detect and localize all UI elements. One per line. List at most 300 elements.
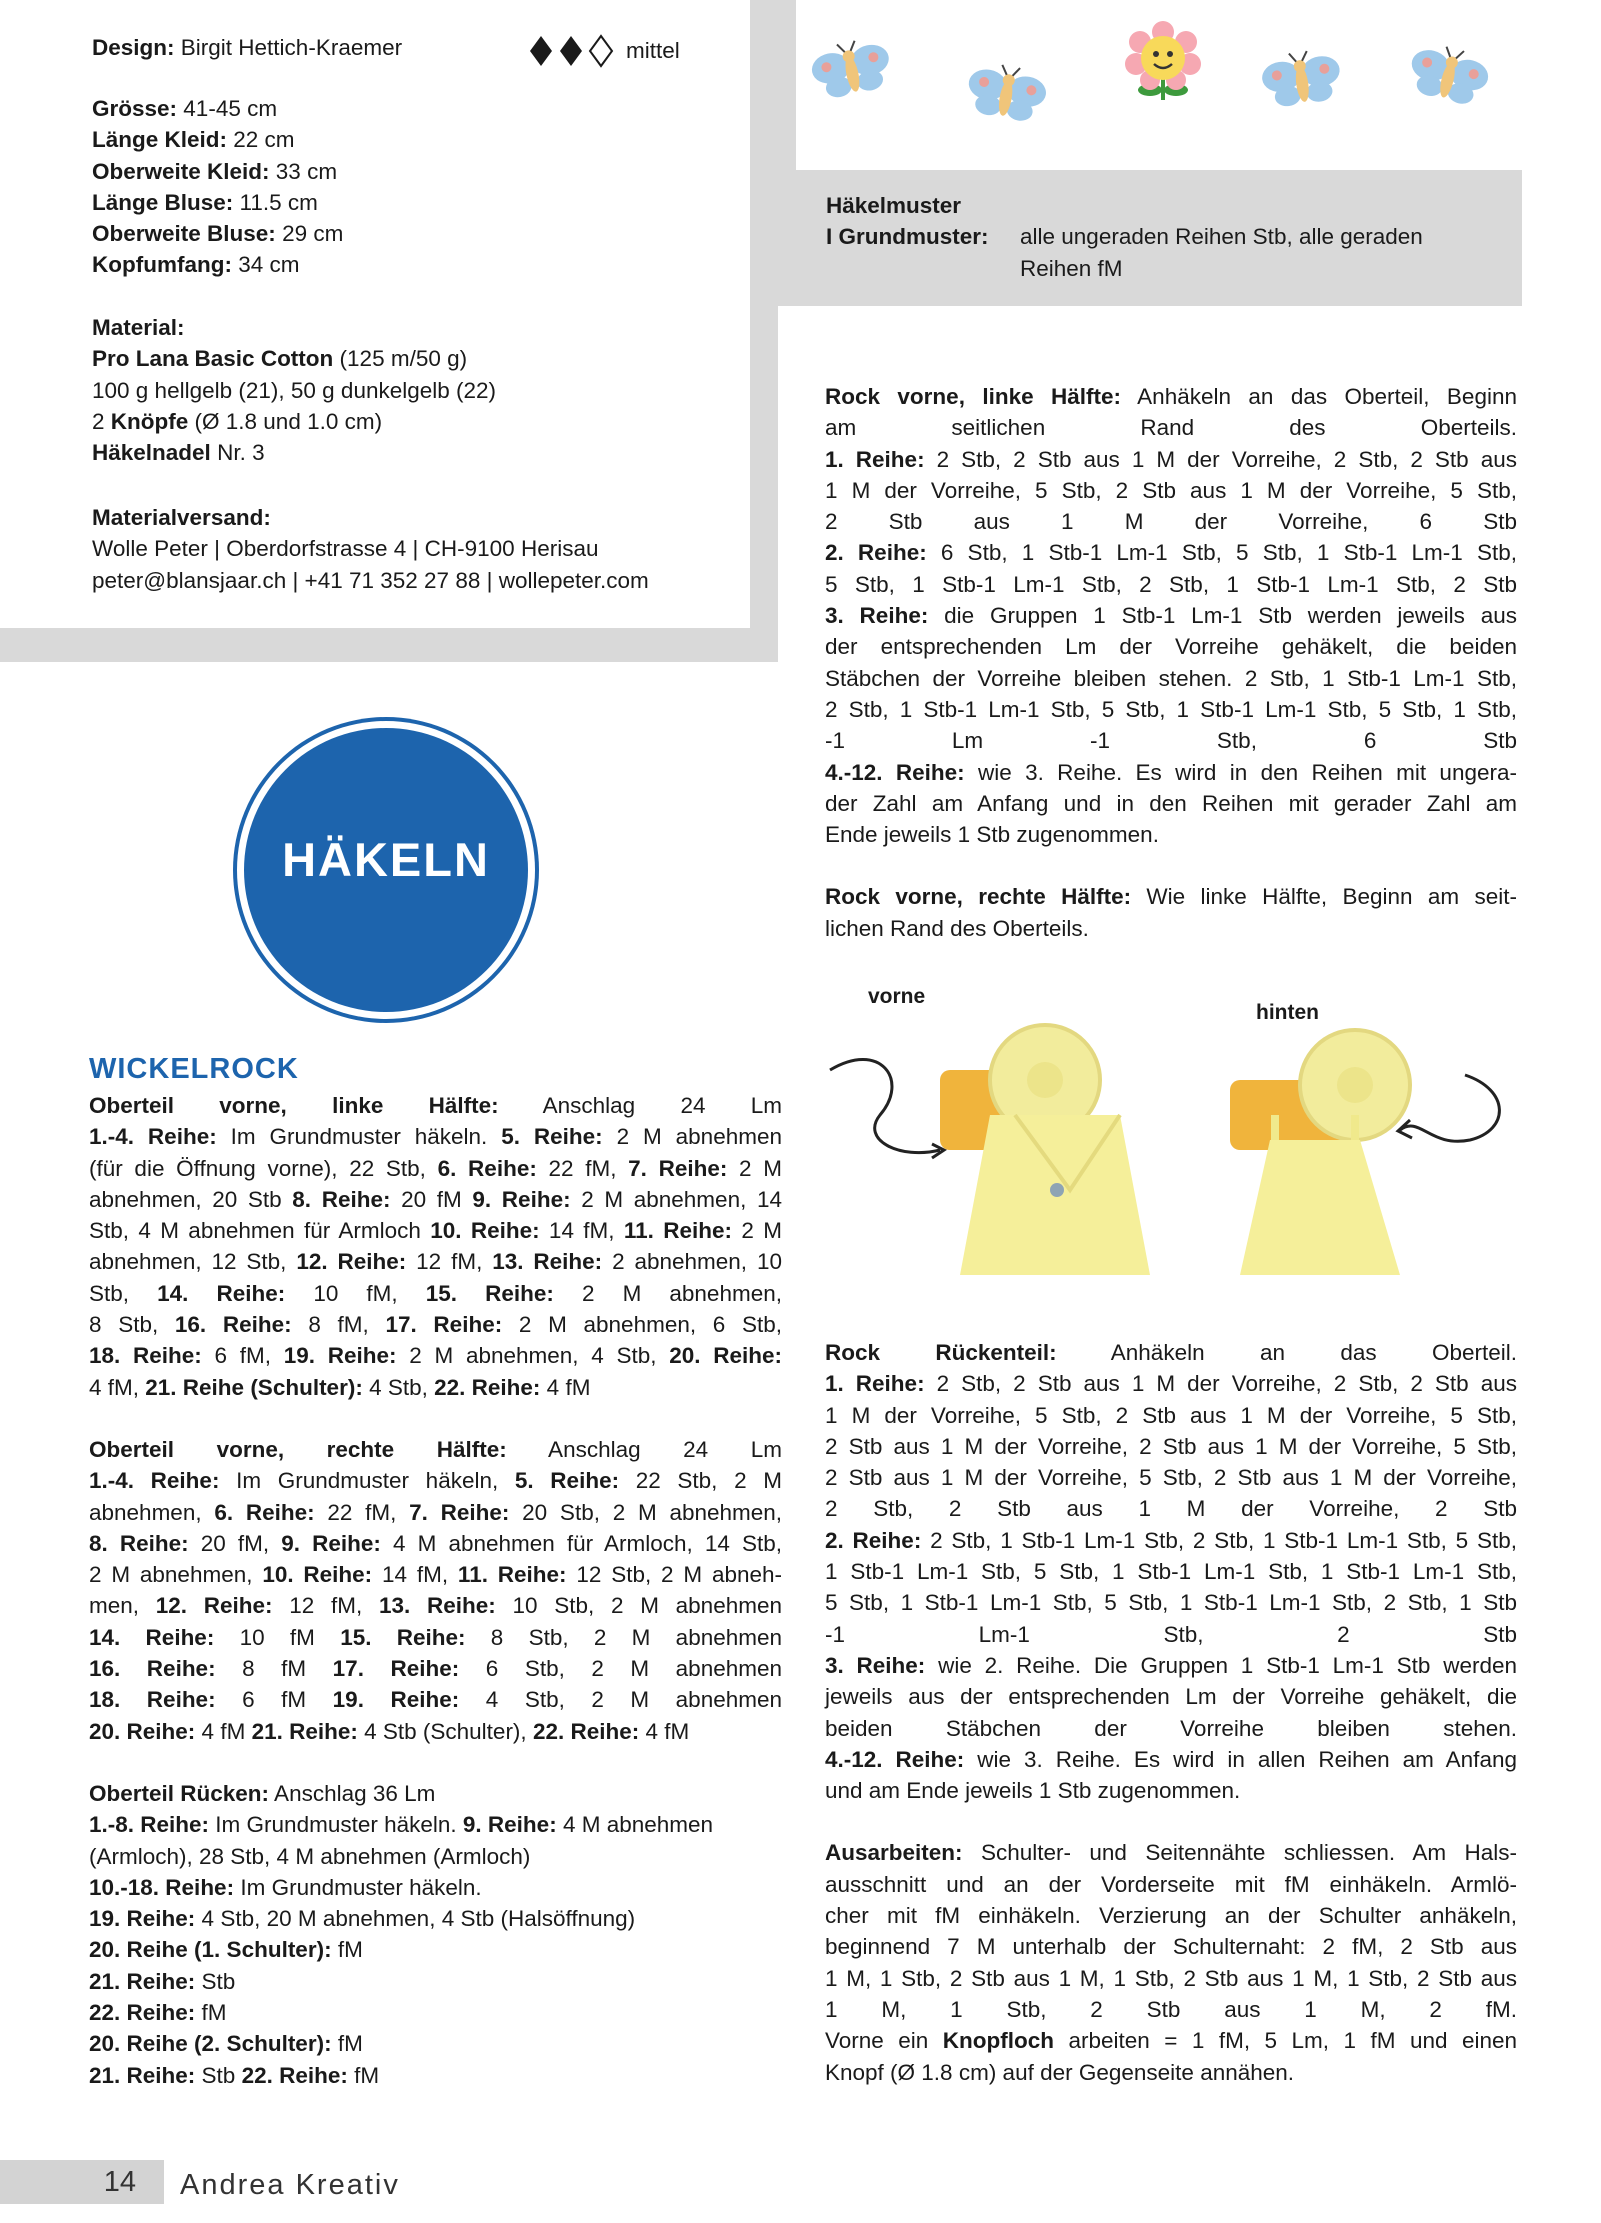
bold-run: 19. Reihe: bbox=[89, 1906, 196, 1932]
size-label: Grösse: bbox=[92, 96, 178, 121]
text-run: 2 M abnehmen bbox=[602, 1124, 782, 1150]
size-row bbox=[92, 93, 343, 124]
text-line bbox=[89, 1465, 782, 1496]
text-run: 2 M abnehmen, 4 Stb, bbox=[396, 1343, 670, 1369]
text-run: 6 Stb, 1 Stb-1 Lm-1 Stb, 5 Stb, 1 Stb-1 Lm-1 Stb, bbox=[926, 540, 1517, 566]
text-run: 1 Stb-1 Lm-1 Stb, 5 Stb, 1 Stb-1 Lm-1 Stb, 1 Stb-1 Lm-1 Stb, bbox=[825, 1559, 1517, 1585]
bold-run: 2. Reihe: bbox=[825, 540, 927, 566]
text-line bbox=[825, 1650, 1517, 1681]
text-run: Knopf (Ø 1.8 cm) auf der Gegenseite annähen. bbox=[825, 2059, 1295, 2085]
text-run: 2 Stb aus 1 M der Vorreihe, 5 Stb, 2 Stb aus 1 M der Vorreihe, bbox=[825, 1465, 1517, 1491]
text-run: 12 Stb, 2 M abneh- bbox=[566, 1562, 783, 1588]
text-run: fM bbox=[331, 2031, 363, 2057]
text-line bbox=[89, 1872, 782, 1903]
footer-brand: Andrea Kreativ bbox=[180, 2169, 400, 2201]
muster-box bbox=[826, 190, 1486, 284]
text-run: 4 Stb (Schulter), bbox=[357, 1718, 533, 1744]
text-line bbox=[89, 1559, 782, 1590]
bold-run: 12. Reihe: bbox=[155, 1593, 273, 1619]
text-run: Ende jeweils 1 Stb zugenommen. bbox=[825, 822, 1159, 848]
bold-run: 2. Reihe: bbox=[825, 1527, 922, 1553]
bold-run: 8. Reihe: bbox=[292, 1186, 391, 1212]
text-run: 14 fM, bbox=[372, 1562, 458, 1588]
text-run: Anhäkeln an das Oberteil, Beginn bbox=[1121, 384, 1517, 409]
text-run: wie 3. Reihe. Es wird in den Reihen mit ungera- bbox=[964, 759, 1517, 785]
text-line bbox=[89, 2028, 782, 2059]
text-line bbox=[825, 537, 1517, 568]
bold-run: 21. Reihe: bbox=[89, 2062, 196, 2088]
text-line bbox=[825, 1963, 1517, 1994]
bold-run: 14. Reihe: bbox=[89, 1624, 215, 1650]
text-run: 2 M bbox=[727, 1155, 782, 1181]
text-run: 20 fM bbox=[390, 1186, 473, 1212]
text-run: 10 fM bbox=[214, 1624, 341, 1650]
text-line bbox=[89, 1622, 782, 1653]
text-line bbox=[825, 1744, 1517, 1775]
material-block bbox=[92, 312, 496, 468]
text-run: 2 Stb, 2 Stb aus 1 M der Vorreihe, 2 Stb bbox=[825, 1496, 1517, 1522]
bold-run: 9. Reihe: bbox=[472, 1186, 571, 1212]
text-line bbox=[825, 1431, 1517, 1462]
text-run: 2 Stb, 1 Stb-1 Lm-1 Stb, 5 Stb, 1 Stb-1 Lm-1 Stb, 5 Stb, 1 Stb, bbox=[825, 696, 1517, 722]
bold-run: 1. Reihe: bbox=[825, 1371, 925, 1397]
text-run: arbeiten = 1 fM, 5 Lm, 1 fM und einen bbox=[1054, 2028, 1518, 2054]
text-run: 2 Stb aus 1 M der Vorreihe, 2 Stb aus 1 M der Vorreihe, 5 Stb, bbox=[825, 1433, 1517, 1459]
difficulty-diamond-icon bbox=[530, 36, 552, 66]
text-line bbox=[825, 757, 1517, 788]
text-line bbox=[89, 1841, 782, 1872]
text-run: beginnend 7 M unterhalb der Schulternaht: 2 fM, 2 Stb aus bbox=[825, 1934, 1517, 1960]
text-run: Stb, bbox=[89, 1280, 158, 1306]
text-run: Stb bbox=[195, 1968, 236, 1994]
bold-run: 21. Reihe: bbox=[89, 1968, 196, 1994]
size-value: 34 cm bbox=[231, 252, 300, 278]
text-run: 4 fM bbox=[540, 1374, 591, 1400]
text-line bbox=[825, 1994, 1517, 2025]
text-run: 2 Stb, 1 Stb-1 Lm-1 Stb, 2 Stb, 1 Stb-1 Lm-1 Stb, 5 Stb, bbox=[921, 1527, 1518, 1553]
bold-run: Oberteil vorne, linke Hälfte: bbox=[89, 1093, 499, 1118]
text-run: fM bbox=[331, 1937, 363, 1963]
text-run: abnehmen, 12 Stb, bbox=[89, 1249, 297, 1275]
bold-run: 3. Reihe: bbox=[825, 1652, 926, 1678]
text-run: (Ø 1.8 und 1.0 cm) bbox=[188, 408, 383, 434]
bold-run: 17. Reihe: bbox=[332, 1656, 460, 1682]
bold-run: 16. Reihe: bbox=[174, 1312, 292, 1338]
text-line bbox=[89, 1934, 782, 1965]
paragraph bbox=[825, 381, 1517, 850]
bold-run: 6. Reihe: bbox=[437, 1155, 537, 1181]
butterfly-icon bbox=[962, 64, 1050, 133]
text-run: Nr. 3 bbox=[210, 440, 265, 466]
text-line bbox=[89, 1590, 782, 1621]
text-line bbox=[825, 1493, 1517, 1524]
bold-run: 20. Reihe (2. Schulter): bbox=[89, 2031, 332, 2057]
text-run: wie 3. Reihe. Es wird in allen Reihen am Anfang bbox=[964, 1746, 1517, 1772]
text-run: 1 M, 1 Stb, 2 Stb aus 1 M, 2 fM. bbox=[825, 1996, 1517, 2022]
flower-icon bbox=[1118, 20, 1208, 111]
bold-run: 6. Reihe: bbox=[214, 1499, 315, 1525]
text-line bbox=[825, 600, 1517, 631]
text-run: 10 Stb, 2 M abnehmen bbox=[495, 1593, 782, 1619]
bold-run: 9. Reihe: bbox=[462, 1812, 557, 1838]
butterfly-icon bbox=[1404, 46, 1492, 115]
text-line bbox=[825, 1368, 1517, 1399]
bold-run: 22. Reihe: bbox=[89, 2000, 196, 2026]
size-row bbox=[92, 187, 343, 218]
text-run: 12 fM, bbox=[406, 1249, 493, 1275]
bold-run: 21. Reihe (Schulter): bbox=[145, 1374, 363, 1400]
text-run: 1 M der Vorreihe, 5 Stb, 2 Stb aus 1 M der Vorreihe, 5 Stb, bbox=[825, 477, 1517, 503]
page-number: 14 bbox=[0, 2160, 164, 2204]
text-line bbox=[89, 1340, 782, 1371]
text-line bbox=[825, 1400, 1517, 1431]
bold-run: 11. Reihe: bbox=[623, 1218, 733, 1244]
text-run: 4 M abnehmen bbox=[556, 1812, 714, 1838]
text-run: 100 g hellgelb (21), 50 g dunkelgelb (22) bbox=[92, 377, 497, 403]
butterfly-icon bbox=[1258, 50, 1346, 119]
difficulty-diamonds bbox=[527, 34, 619, 73]
text-run: ausschnitt und an der Vorderseite mit fM einhäkeln. Armlö- bbox=[825, 1871, 1517, 1897]
text-run: Schulter- und Seitennähte schliessen. Am Hals- bbox=[962, 1840, 1517, 1866]
text-run: Anschlag 24 Lm bbox=[506, 1436, 783, 1462]
versand-line-1: Wolle Peter | Oberdorfstrasse 4 | CH-9100 Herisau bbox=[92, 536, 599, 562]
versand-line-2: peter@blansjaar.ch | +41 71 352 27 88 | wollepeter.com bbox=[92, 567, 649, 593]
bold-run: 10. Reihe: bbox=[430, 1218, 540, 1244]
text-line bbox=[825, 1837, 1517, 1868]
text-run: der Zahl am Anfang und in den Reihen mit gerader Zahl am bbox=[825, 790, 1517, 816]
text-line bbox=[825, 663, 1517, 694]
difficulty-diamond-icon bbox=[560, 36, 582, 66]
text-run: 6 fM bbox=[215, 1687, 333, 1713]
bold-run: 9. Reihe: bbox=[281, 1530, 381, 1556]
text-run: Stäbchen der Vorreihe bleiben stehen. 2 Stb, 1 Stb-1 Lm-1 Stb, bbox=[825, 665, 1517, 691]
size-row bbox=[92, 249, 343, 280]
text-run: 2 Stb, 2 Stb aus 1 M der Vorreihe, 2 Stb, 2 Stb aus bbox=[924, 446, 1518, 472]
text-run: 2 M abnehmen, 14 bbox=[570, 1186, 782, 1212]
text-line bbox=[89, 1809, 782, 1840]
bold-run: Oberteil Rücken: bbox=[89, 1780, 270, 1806]
paragraph bbox=[825, 1837, 1517, 2087]
muster-title: Häkelmuster bbox=[826, 193, 962, 218]
top-right-margin-bg bbox=[778, 0, 796, 170]
text-line bbox=[825, 1556, 1517, 1587]
text-line bbox=[89, 1434, 782, 1465]
paragraph bbox=[825, 1337, 1517, 1806]
size-value: 11.5 cm bbox=[233, 189, 318, 215]
size-row bbox=[92, 218, 343, 249]
bold-run: 19. Reihe: bbox=[332, 1687, 460, 1713]
doll-clothes-photo bbox=[820, 1020, 1520, 1295]
text-run: die Gruppen 1 Stb-1 Lm-1 Stb werden jeweils aus bbox=[928, 603, 1517, 629]
text-run: abnehmen, 20 Stb bbox=[89, 1186, 293, 1212]
text-run: 14 fM, bbox=[539, 1218, 624, 1244]
text-line bbox=[89, 1684, 782, 1715]
text-run: Stb bbox=[195, 2062, 242, 2088]
text-run: fM bbox=[347, 2062, 380, 2088]
size-row bbox=[92, 124, 343, 155]
text-line bbox=[825, 569, 1517, 600]
bold-run: 10.-18. Reihe: bbox=[89, 1874, 235, 1900]
bold-run: 22. Reihe: bbox=[434, 1374, 541, 1400]
bold-run: 7. Reihe: bbox=[409, 1499, 510, 1525]
size-label: Oberweite Bluse: bbox=[92, 221, 276, 247]
text-line bbox=[825, 1775, 1517, 1806]
text-run: Anschlag 24 Lm bbox=[498, 1093, 782, 1118]
text-line bbox=[825, 412, 1517, 443]
text-run: und am Ende jeweils 1 Stb zugenommen. bbox=[825, 1778, 1241, 1804]
text-line bbox=[825, 381, 1517, 412]
text-run: men, bbox=[89, 1593, 156, 1619]
text-run: 8 fM, bbox=[291, 1312, 386, 1338]
text-run: 6 fM, bbox=[201, 1343, 284, 1369]
bold-run: 17. Reihe: bbox=[385, 1312, 503, 1338]
text-line bbox=[825, 1681, 1517, 1712]
text-run: cher mit fM einhäkeln. Verzierung an der Schulter anhäkeln, bbox=[825, 1903, 1517, 1929]
muster-value-2: Reihen fM bbox=[1020, 255, 1123, 281]
bold-run: 8. Reihe: bbox=[89, 1530, 189, 1556]
difficulty-diamond-icon bbox=[590, 36, 612, 66]
badge-label: HÄKELN bbox=[282, 833, 490, 886]
text-line bbox=[825, 1619, 1517, 1650]
text-run: 1 M der Vorreihe, 5 Stb, 2 Stb aus 1 M der Vorreihe, 5 Stb, bbox=[825, 1402, 1517, 1428]
text-run: 4 Stb, bbox=[362, 1374, 435, 1400]
bold-run: 22. Reihe: bbox=[241, 2062, 348, 2088]
text-run: Wie linke Hälfte, Beginn am seit- bbox=[1131, 884, 1517, 910]
text-run: 22 fM, bbox=[314, 1499, 410, 1525]
text-run: (für die Öffnung vorne), 22 Stb, bbox=[89, 1155, 438, 1181]
text-line bbox=[825, 506, 1517, 537]
paragraph bbox=[825, 881, 1517, 944]
text-line bbox=[89, 1278, 782, 1309]
text-line bbox=[89, 1497, 782, 1528]
text-run: 2 Stb, 2 Stb aus 1 M der Vorreihe, 2 Stb, 2 Stb aus bbox=[924, 1371, 1518, 1397]
text-run: Im Grundmuster häkeln. bbox=[209, 1812, 463, 1838]
bold-run: 5. Reihe: bbox=[514, 1468, 620, 1494]
bold-run: Häkelnadel bbox=[92, 440, 211, 466]
text-line bbox=[825, 788, 1517, 819]
bold-run: Knopfloch bbox=[942, 2028, 1054, 2054]
text-run: 8 Stb, bbox=[89, 1312, 175, 1338]
bold-run: Knöpfe bbox=[110, 408, 189, 434]
bold-run: 5. Reihe: bbox=[501, 1124, 603, 1150]
text-run: 22 fM, bbox=[536, 1155, 629, 1181]
bold-run: 1.-8. Reihe: bbox=[89, 1812, 210, 1838]
text-line bbox=[89, 1716, 782, 1747]
text-run: 2 M abnehmen, 6 Stb, bbox=[502, 1312, 783, 1338]
text-run: 12 fM, bbox=[272, 1593, 379, 1619]
size-value: 33 cm bbox=[269, 158, 338, 184]
text-run: Im Grundmuster häkeln. bbox=[216, 1124, 502, 1150]
text-line bbox=[825, 1713, 1517, 1744]
text-run: 2 M bbox=[732, 1218, 782, 1244]
text-run: 8 fM bbox=[215, 1656, 333, 1682]
paragraph bbox=[89, 1778, 782, 2091]
text-run: 5 Stb, 1 Stb-1 Lm-1 Stb, 2 Stb, 1 Stb-1 Lm-1 Stb, 2 Stb bbox=[825, 571, 1517, 597]
text-run: 2 bbox=[92, 408, 111, 434]
bold-run: 13. Reihe: bbox=[378, 1593, 496, 1619]
bold-run: 20. Reihe: bbox=[89, 1718, 196, 1744]
text-line bbox=[92, 437, 496, 468]
right-top-text bbox=[825, 381, 1517, 944]
bold-run: Rock vorne, linke Hälfte: bbox=[825, 384, 1122, 409]
text-run: 2 M abnehmen, bbox=[89, 1562, 263, 1588]
text-run: fM bbox=[195, 2000, 227, 2026]
design-line bbox=[92, 32, 402, 63]
text-run: Vorne ein bbox=[825, 2028, 943, 2054]
paragraph bbox=[89, 1090, 782, 1403]
bold-run: 22. Reihe: bbox=[532, 1718, 640, 1744]
bold-run: 4.-12. Reihe: bbox=[825, 1746, 965, 1772]
text-line bbox=[89, 1309, 782, 1340]
bold-run: 4.-12. Reihe: bbox=[825, 759, 965, 785]
text-line bbox=[92, 406, 496, 437]
size-label: Oberweite Kleid: bbox=[92, 158, 270, 184]
size-row bbox=[92, 156, 343, 187]
text-run: 22 Stb, 2 M bbox=[619, 1468, 782, 1494]
text-run: -1 Lm-1 Stb, 2 Stb bbox=[825, 1621, 1517, 1647]
size-label: Länge Bluse: bbox=[92, 189, 234, 215]
butterfly-icon bbox=[808, 40, 896, 109]
text-line bbox=[89, 1778, 782, 1809]
material-title: Material: bbox=[92, 315, 185, 340]
text-line bbox=[825, 913, 1517, 944]
text-line bbox=[825, 1462, 1517, 1493]
text-line bbox=[825, 881, 1517, 912]
left-strip-bg bbox=[0, 628, 778, 662]
text-run: 4 fM, bbox=[89, 1374, 146, 1400]
text-line bbox=[825, 631, 1517, 662]
bold-run: 7. Reihe: bbox=[628, 1155, 728, 1181]
bold-run: 15. Reihe: bbox=[340, 1624, 466, 1650]
text-line bbox=[825, 1931, 1517, 1962]
bold-run: 20. Reihe (1. Schulter): bbox=[89, 1937, 332, 1963]
text-line bbox=[92, 375, 496, 406]
bold-run: 18. Reihe: bbox=[89, 1687, 216, 1713]
size-value: 41-45 cm bbox=[177, 96, 278, 121]
versand-block bbox=[92, 502, 649, 596]
text-run: beiden Stäbchen der Vorreihe bleiben stehen. bbox=[825, 1715, 1517, 1741]
text-run: jeweils aus der entsprechenden Lm der Vorreihe gehäkelt, die bbox=[825, 1684, 1517, 1710]
bold-run: 11. Reihe: bbox=[457, 1562, 567, 1588]
text-line bbox=[89, 1215, 782, 1246]
text-run: Im Grundmuster häkeln, bbox=[219, 1468, 515, 1494]
text-run: 5 Stb, 1 Stb-1 Lm-1 Stb, 5 Stb, 1 Stb-1 Lm-1 Stb, 2 Stb, 1 Stb bbox=[825, 1590, 1517, 1616]
text-run: wie 2. Reihe. Die Gruppen 1 Stb-1 Lm-1 Stb werden bbox=[925, 1652, 1517, 1678]
text-run: (125 m/50 g) bbox=[333, 346, 468, 372]
bold-run: Oberteil vorne, rechte Hälfte: bbox=[89, 1436, 507, 1462]
size-label: Länge Kleid: bbox=[92, 127, 228, 153]
text-line bbox=[89, 1090, 782, 1121]
bold-run: 1. Reihe: bbox=[825, 446, 925, 472]
text-run: 2 M abnehmen, bbox=[553, 1280, 782, 1306]
text-run: 20 fM, bbox=[188, 1530, 282, 1556]
muster-label: I Grundmuster: bbox=[826, 224, 989, 250]
text-run: 2 Stb aus 1 M der Vorreihe, 6 Stb bbox=[825, 509, 1517, 535]
text-line bbox=[89, 1372, 782, 1403]
muster-value-1: alle ungeraden Reihen Stb, alle geraden bbox=[1020, 224, 1423, 250]
bold-run: 1.-4. Reihe: bbox=[89, 1124, 217, 1150]
bold-run: 19. Reihe: bbox=[283, 1343, 397, 1369]
text-run: 1 M, 1 Stb, 2 Stb aus 1 M, 1 Stb, 2 Stb aus 1 M, 1 Stb, 2 Stb aus bbox=[825, 1965, 1517, 1991]
bold-run: 21. Reihe: bbox=[251, 1718, 358, 1744]
text-run: 6 Stb, 2 M abnehmen bbox=[459, 1656, 783, 1682]
bold-run: 3. Reihe: bbox=[825, 603, 929, 629]
bold-run: 1.-4. Reihe: bbox=[89, 1468, 220, 1494]
bold-run: 13. Reihe: bbox=[492, 1249, 603, 1275]
text-line bbox=[825, 1337, 1517, 1368]
text-line bbox=[825, 2025, 1517, 2056]
bold-run: 18. Reihe: bbox=[89, 1343, 202, 1369]
photo-label-front: vorne bbox=[868, 985, 926, 1008]
size-label: Kopfumfang: bbox=[92, 252, 232, 278]
bold-run: 16. Reihe: bbox=[89, 1656, 216, 1682]
text-line bbox=[825, 694, 1517, 725]
text-line bbox=[825, 1869, 1517, 1900]
text-line bbox=[825, 475, 1517, 506]
text-run: der entsprechenden Lm der Vorreihe gehäkelt, die beiden bbox=[825, 634, 1517, 660]
text-line bbox=[825, 2057, 1517, 2088]
text-run: 4 fM bbox=[195, 1718, 252, 1744]
bold-run: 10. Reihe: bbox=[262, 1562, 373, 1588]
text-line bbox=[89, 1184, 782, 1215]
text-run: 4 fM bbox=[639, 1718, 690, 1744]
bold-run: 15. Reihe: bbox=[425, 1280, 554, 1306]
text-run: Anschlag 36 Lm bbox=[269, 1780, 436, 1806]
text-line bbox=[89, 1528, 782, 1559]
bold-run: Rock Rückenteil: bbox=[825, 1340, 1057, 1365]
text-run: 4 Stb, 20 M abnehmen, 4 Stb (Halsöffnung) bbox=[195, 1906, 636, 1932]
text-run: 2 abnehmen, 10 bbox=[602, 1249, 782, 1275]
text-run: 4 M abnehmen für Armloch, 14 Stb, bbox=[380, 1530, 783, 1556]
text-run: Stb, 4 M abnehmen für Armloch bbox=[89, 1218, 431, 1244]
text-run: 20 Stb, 2 M abnehmen, bbox=[509, 1499, 783, 1525]
text-line bbox=[92, 343, 496, 374]
sizes-list bbox=[92, 93, 343, 281]
text-line bbox=[89, 1997, 782, 2028]
left-column-text bbox=[89, 1090, 782, 2091]
text-line bbox=[825, 444, 1517, 475]
text-run: abnehmen, bbox=[89, 1499, 215, 1525]
text-line bbox=[825, 819, 1517, 850]
bold-run: Ausarbeiten: bbox=[825, 1840, 963, 1866]
paragraph bbox=[89, 1434, 782, 1747]
text-run: Im Grundmuster häkeln. bbox=[234, 1874, 482, 1900]
text-line bbox=[89, 1653, 782, 1684]
right-bottom-text bbox=[825, 1337, 1517, 2088]
size-value: 22 cm bbox=[227, 127, 295, 153]
text-line bbox=[89, 1246, 782, 1277]
text-line bbox=[89, 1903, 782, 1934]
versand-title: Materialversand: bbox=[92, 505, 271, 530]
text-line bbox=[89, 1966, 782, 1997]
text-run: -1 Lm -1 Stb, 6 Stb bbox=[825, 728, 1517, 754]
text-line bbox=[825, 1587, 1517, 1618]
bold-run: Pro Lana Basic Cotton bbox=[92, 346, 334, 372]
text-line bbox=[825, 725, 1517, 756]
text-line bbox=[89, 1153, 782, 1184]
bold-run: 20. Reihe: bbox=[669, 1343, 783, 1369]
difficulty-label: mittel bbox=[626, 38, 680, 63]
text-run: lichen Rand des Oberteils. bbox=[825, 915, 1089, 941]
text-line bbox=[825, 1900, 1517, 1931]
text-run: 4 Stb, 2 M abnehmen bbox=[459, 1687, 783, 1713]
size-value: 29 cm bbox=[275, 221, 344, 247]
text-line bbox=[89, 1121, 782, 1152]
bold-run: Rock vorne, rechte Hälfte: bbox=[825, 884, 1132, 910]
text-line bbox=[89, 2060, 782, 2091]
haekeln-badge bbox=[244, 728, 528, 1012]
text-run: 10 fM, bbox=[285, 1280, 426, 1306]
